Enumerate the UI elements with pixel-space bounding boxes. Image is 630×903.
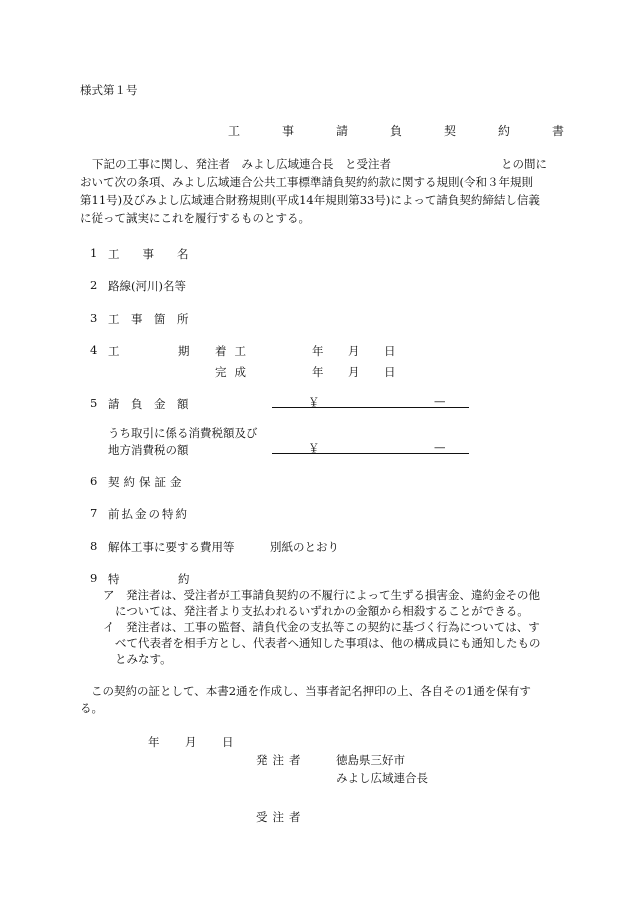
finish-month-label: 月 (348, 365, 360, 379)
tax-amount-dash: — (434, 440, 446, 454)
start-day-label: 日 (384, 344, 396, 358)
intro-paragraph (80, 155, 550, 227)
intro-line-1a: 下記の工事に関し、発注者 みよし広域連合長 と受注者 (92, 157, 391, 171)
contract-amount-underline (272, 407, 469, 408)
date-year-label: 年 (148, 735, 160, 749)
tax-amount-yen: ￥ (308, 441, 320, 455)
item-2-label: 路線(河川)名等 (108, 279, 186, 293)
tax-label-line-2: 地方消費税の額 (108, 443, 189, 457)
item-2-number: 2 (90, 278, 98, 292)
page-title: 工 事 請 負 契 約 書 (228, 124, 580, 138)
finish-day-label: 日 (384, 365, 396, 379)
item-1-number: 1 (90, 246, 98, 260)
orderer-address: 徳島県三好市 (336, 753, 405, 767)
special-clause-i-line-1: イ 発注者は、工事の監督、請負代金の支払等この契約に基づく行為については、す (103, 620, 540, 634)
orderer-label: 発注者 (256, 753, 306, 767)
special-clause-i-line-2: べて代表者を相手方とし、代表者へ通知した事項は、他の構成員にも通知したもの (115, 636, 541, 650)
closing-line-2: る。 (80, 701, 103, 715)
finish-label: 完成 (215, 365, 254, 379)
intro-line-1b: との間に (501, 157, 547, 171)
form-number: 様式第１号 (80, 83, 138, 97)
tax-amount-underline (272, 453, 469, 454)
tax-label-line-1: うち取引に係る消費税額及び (108, 426, 258, 440)
start-year-label: 年 (312, 344, 324, 358)
start-month-label: 月 (348, 344, 360, 358)
item-4-label-b: 期 (178, 344, 190, 358)
closing-line-1: この契約の証として、本書2通を作成し、当事者記名押印の上、各自その1通を保有す (91, 684, 531, 698)
contract-amount-yen: ￥ (308, 395, 320, 409)
orderer-name: みよし広域連合長 (336, 771, 428, 785)
item-8-label: 解体工事に要する費用等 (108, 540, 235, 554)
contract-amount-dash: — (434, 394, 446, 408)
item-7-number: 7 (90, 506, 98, 520)
item-5-number: 5 (90, 396, 98, 410)
item-1-label: 工 事 名 (108, 247, 189, 261)
special-clause-i-line-3: とみなす。 (115, 652, 172, 666)
item-4-number: 4 (90, 343, 98, 357)
item-8-number: 8 (90, 539, 98, 553)
item-5-label: 請 負 金 額 (108, 397, 189, 411)
item-9-label-a: 特 (108, 572, 120, 586)
item-6-number: 6 (90, 474, 98, 488)
item-9-label-b: 約 (178, 572, 190, 586)
date-month-label: 月 (185, 735, 197, 749)
item-3-number: 3 (90, 311, 98, 325)
intro-line-4: に従って誠実にこれを履行するものとする。 (80, 211, 310, 225)
start-label: 着工 (215, 344, 254, 358)
item-3-label: 工 事 箇 所 (108, 312, 189, 326)
date-day-label: 日 (222, 735, 234, 749)
contractor-label: 受注者 (256, 810, 306, 824)
item-7-label: 前払金の特約 (108, 507, 189, 521)
special-clause-a-line-2: については、発注者より支払われるいずれかの金額から相殺することができる。 (115, 604, 529, 618)
item-8-value: 別紙のとおり (270, 540, 339, 554)
intro-line-3: 第11号)及びみよし広域連合財務規則(平成14年規則第33号)によって請負契約締結し信義 (80, 193, 540, 207)
item-4-label-a: 工 (108, 344, 120, 358)
item-9-number: 9 (90, 571, 98, 585)
special-clause-a-line-1: ア 発注者は、受注者が工事請負契約の不履行によって生ずる損害金、違約金その他 (103, 588, 540, 602)
finish-year-label: 年 (312, 365, 324, 379)
intro-line-2: おいて次の条項、みよし広域連合公共工事標準請負契約約款に関する規則(令和３年規則 (80, 175, 533, 189)
item-6-label: 契約保証金 (108, 475, 186, 489)
